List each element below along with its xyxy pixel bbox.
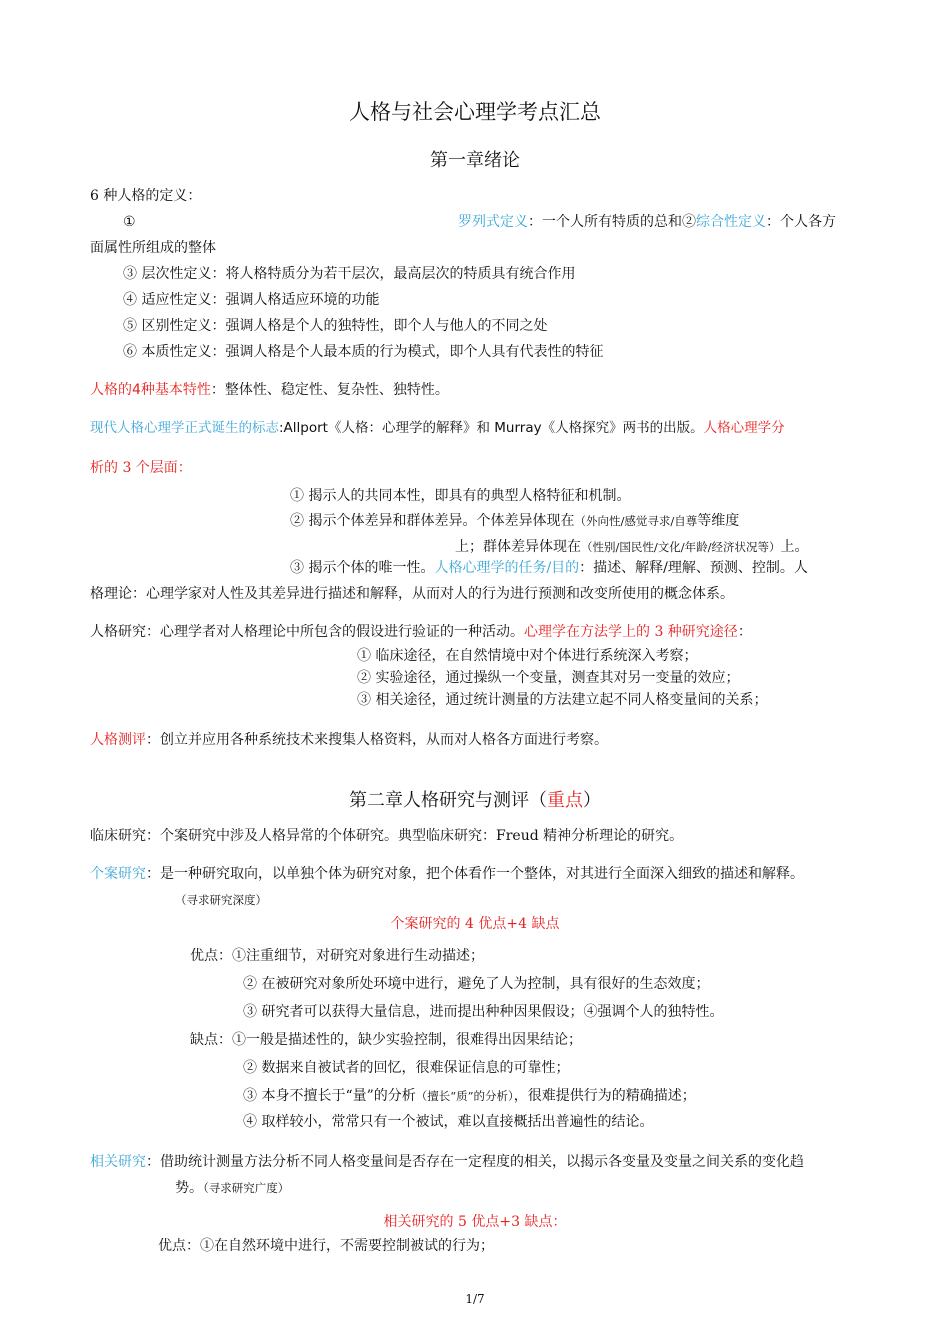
comprehensive-definition-term: 综合性定义 (696, 214, 766, 230)
level-2-individual-dims: （外向性/感觉寻求/自尊 (574, 514, 698, 528)
case-con-3-text: ③ 本身不擅长于“量”的分析 (243, 1088, 416, 1104)
case-study-line (90, 864, 804, 884)
features-term-b: 4 (132, 382, 141, 398)
analysis-levels-term-end: 析的 3 个层面： (90, 460, 192, 476)
case-study-depth-note: （寻求研究深度） (175, 893, 267, 907)
research-colon: ： (737, 624, 752, 640)
task-purpose-text: ：描述、解释/理解、预测、控制。人 (579, 560, 808, 576)
modern-birth-term: 现代人格心理学正式诞生的标志 (90, 420, 279, 436)
case-con-4: ④ 取样较小，常常只有一个被试，难以直接概括出普遍性的结论。 (243, 1114, 654, 1130)
features-term-a: 人格的 (90, 382, 132, 398)
chapter-1-heading: 第一章绪论 (430, 150, 520, 171)
case-con-1-line (190, 1030, 582, 1050)
clinical-research-line: 临床研究：个案研究中涉及人格异常的个体研究。典型临床研究：Freud 精神分析理论的研究。 (90, 828, 684, 844)
correlational-continuation (175, 1178, 289, 1198)
def-1-text: ：一个人所有特质的总和② (528, 214, 696, 230)
approach-1: ① 临床途径，在自然情境中对个体进行系统深入考察； (357, 648, 698, 664)
document-title: 人格与社会心理学考点汇总 (349, 100, 601, 124)
corr-pros-label: 优点： (158, 1238, 200, 1254)
def-6: ⑥ 本质性定义：强调人格是个人最本质的行为模式，即个人具有代表性的特征 (123, 344, 604, 360)
cons-label: 缺点： (190, 1032, 232, 1048)
case-con-1: ①一般是描述性的，缺少实验控制，很难得出因果结论； (232, 1032, 582, 1048)
assessment-text: ：创立并应用各种系统技术来搜集人格资料，从而对人格各方面进行考察。 (146, 732, 608, 748)
case-pro-3: ③ 研究者可以获得大量信息，进而提出种种因果假设；④强调个人的独特性。 (243, 1004, 724, 1020)
case-pro-1: ①注重细节，对研究对象进行生动描述； (232, 948, 484, 964)
chapter-2-title: 第二章人格研究与测评（ (349, 790, 547, 811)
case-study-term: 个案研究 (90, 866, 146, 882)
def-5: ⑤ 区别性定义：强调人格是个人的独特性，即个人与他人的不同之处 (123, 318, 548, 334)
correlational-end: 势。 (175, 1180, 203, 1196)
def-3: ③ 层次性定义：将人格特质分为若干层次，最高层次的特质具有统合作用 (123, 266, 576, 282)
level-3-text: ③ 揭示个体的唯一性。 (290, 560, 435, 576)
modern-birth-text: :Allport《人格：心理学的解释》和 Murray《人格探究》两书的出版。 (279, 420, 704, 436)
page-number: 1/7 (465, 1292, 485, 1306)
chapter-2-paren: ） (583, 790, 601, 811)
level-2-text: ② 揭示个体差异和群体差异。个体差异体现在 (290, 513, 575, 529)
def-4: ④ 适应性定义：强调人格适应环境的功能 (123, 292, 380, 308)
pros-label: 优点： (190, 948, 232, 964)
basic-features-line (90, 380, 449, 400)
level-2-line (290, 511, 739, 531)
level-2-end: 上。 (780, 539, 809, 555)
correlational-research-line (90, 1152, 804, 1172)
personality-theory-line: 格理论：心理学家对人性及其差异进行描述和解释，从而对人的行为进行预测和改变所使用的概念体系。 (90, 586, 734, 602)
correlational-breadth-note: （寻求研究广度） (203, 1181, 290, 1195)
case-study-pros-cons-heading: 个案研究的 4 优点+4 缺点 (390, 916, 560, 932)
key-point-marker: 重点 (547, 790, 583, 811)
case-con-3-line (243, 1086, 696, 1106)
three-approaches-term: 心理学在方法学上的 3 种研究途径 (524, 624, 738, 640)
research-text: 人格研究：心理学者对人格理论中所包含的假设进行验证的一种活动。 (90, 624, 524, 640)
case-con-2: ② 数据来自被试者的回忆，很难保证信息的可靠性； (243, 1060, 570, 1076)
corr-pro-1-line (158, 1236, 494, 1256)
level-2-dims-suffix: 等维度 (697, 513, 740, 529)
chapter-2-heading (0, 786, 950, 812)
case-pro-1-line (190, 946, 484, 966)
case-pro-2: ② 在被研究对象所处环境中进行，避免了人为控制，具有很好的生态效度； (243, 976, 710, 992)
level-1: ① 揭示人的共同本性，即具有的典型人格特征和机制。 (290, 488, 631, 504)
task-purpose-term: 人格心理学的任务/目的 (434, 560, 580, 576)
correlational-text: ：借助统计测量方法分析不同人格变量间是否存在一定程度的相关，以揭示各变量及变量之间关系的变化趋 (146, 1154, 804, 1170)
corr-pro-1: ①在自然环境中进行，不需要控制被试的行为； (200, 1238, 494, 1254)
analysis-levels-term-start: 人格心理学分 (703, 420, 785, 436)
case-con-3-note: （擅长“质”的分析） (415, 1089, 514, 1103)
features-term-c: 种基本特性 (140, 382, 211, 398)
enumerative-definition-term: 罗列式定义 (458, 214, 528, 230)
personality-research-line (90, 622, 752, 642)
approach-2: ② 实验途径，通过操纵一个变量，测查其对另一变量的效应； (357, 670, 740, 686)
level-2-group-text: 上；群体差异体现在 (455, 539, 581, 555)
assessment-term: 人格测评 (90, 732, 146, 748)
level-2-group-dims: （性别/国民性/文化/年龄/经济状况等） (581, 540, 781, 554)
modern-psychology-line (90, 418, 785, 438)
features-text: ：整体性、稳定性、复杂性、独特性。 (210, 382, 449, 398)
def-2-continuation: 面属性所组成的整体 (90, 240, 216, 256)
correlational-pros-cons-heading: 相关研究的 5 优点+3 缺点： (383, 1214, 567, 1230)
correlational-term: 相关研究 (90, 1154, 146, 1170)
assessment-line (90, 730, 608, 750)
level-2-continuation (455, 537, 809, 557)
approach-3: ③ 相关途径，通过统计测量的方法建立起不同人格变量间的关系； (357, 692, 768, 708)
def-1-number: ① (123, 214, 136, 230)
level-3-line (290, 558, 808, 578)
case-con-3-end: ，很难提供行为的精确描述； (513, 1088, 696, 1104)
definitions-heading: 6 种人格的定义： (90, 188, 202, 204)
def-1-line (458, 212, 836, 232)
case-study-text: ：是一种研究取向，以单独个体为研究对象，把个体看作一个整体，对其进行全面深入细致的描述和解释。 (146, 866, 804, 882)
def-2-text: ：个人各方 (766, 214, 836, 230)
